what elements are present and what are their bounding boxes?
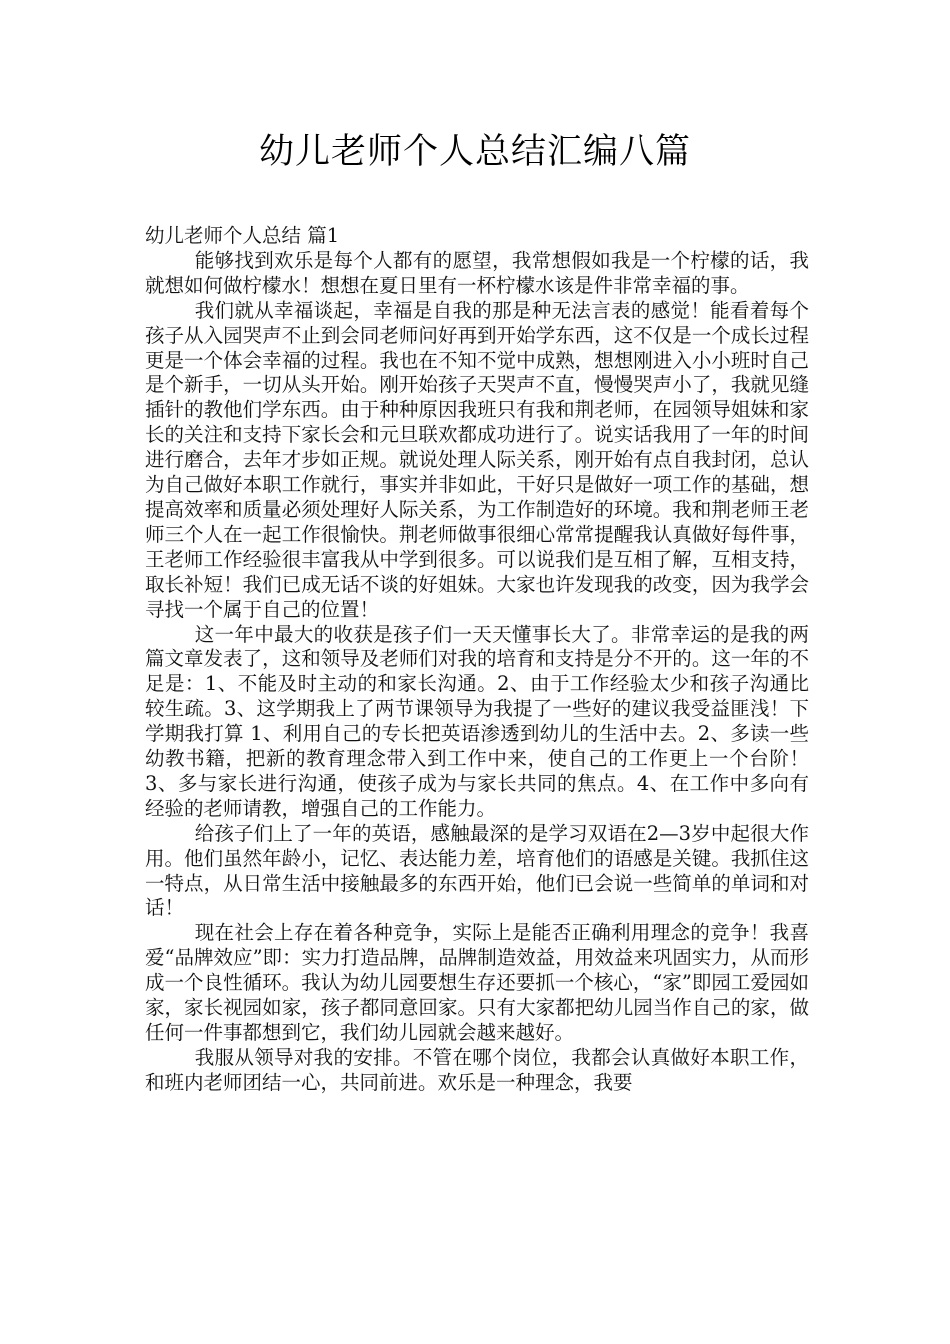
- paragraph-3: 这一年中最大的收获是孩子们一天天懂事长大了。非常幸运的是我的两篇文章发表了，这和领导及老师们对我的培育和支持是分不开的。这一年的不足是：1、不能及时主动的和家长沟通。2、由于工作经验太少和孩子沟通比较生疏。3、这学期我上了两节课领导为我提了一些好的建议我受益匪浅！下学期我打算 1、利用自己的专长把英语渗透到幼儿的生活中去。2、多读一些幼教书籍，把新的教育理念带入到工作中来，使自己的工作更上一个台阶！3、多与家长进行沟通，使孩子成为与家长共同的焦点。4、在工作中多向有经验的老师请教，增强自己的工作能力。: [145, 622, 809, 820]
- paragraph-6: 我服从领导对我的安排。不管在哪个岗位，我都会认真做好本职工作，和班内老师团结一心，共同前进。欢乐是一种理念，我要: [145, 1045, 809, 1094]
- paragraph-1: 能够找到欢乐是每个人都有的愿望，我常想假如我是一个柠檬的话，我就想如何做柠檬水！想想在夏日里有一杯柠檬水该是件非常幸福的事。: [145, 248, 809, 297]
- paragraph-5: 现在社会上存在着各种竞争，实际上是能否正确利用理念的竞争！我喜爱“品牌效应”即：实力打造品牌，品牌制造效益，用效益来巩固实力，从而形成一个良性循环。我认为幼儿园要想生存还要抓一个核心，“家”即园工爱园如家，家长视园如家，孩子都同意回家。只有大家都把幼儿园当作自己的家，做任何一件事都想到它，我们幼儿园就会越来越好。: [145, 921, 809, 1044]
- section-heading: 幼儿老师个人总结 篇1: [145, 224, 340, 247]
- document-title: 幼儿老师个人总结汇编八篇: [258, 132, 691, 172]
- document-body: [145, 224, 809, 1096]
- paragraph-2: 我们就从幸福谈起，幸福是自我的那是种无法言表的感觉！能看着每个孩子从入园哭声不止到会同老师问好再到开始学东西，这不仅是一个成长过程更是一个体会幸福的过程。我也在不知不觉中成熟，想想刚进入小小班时自己是个新手，一切从头开始。刚开始孩子天哭声不直，慢慢哭声小了，我就见缝插针的教他们学东西。由于种种原因我班只有我和荆老师，在园领导姐妹和家长的关注和支持下家长会和元旦联欢都成功进行了。说实话我用了一年的时间进行磨合，去年才步如正规。就说处理人际关系，刚开始有点自我封闭，总认为自己做好本职工作就行，事实并非如此，干好只是做好一项工作的基础，想提高效率和质量必须处理好人际关系，为工作制造好的环境。我和荆老师王老师三个人在一起工作很愉快。荆老师做事很细心常常提醒我认真做好每件事，王老师工作经验很丰富我从中学到很多。可以说我们是互相了解，互相支持，取长补短！我们已成无话不谈的好姐妹。大家也许发现我的改变，因为我学会寻找一个属于自己的位置！: [145, 298, 809, 621]
- paragraph-4: 给孩子们上了一年的英语，感触最深的是学习双语在2—3岁中起很大作用。他们虽然年龄小，记忆、表达能力差，培育他们的语感是关键。我抓住这一特点，从日常生活中接触最多的东西开始，他们已会说一些简单的单词和对话！: [145, 821, 809, 920]
